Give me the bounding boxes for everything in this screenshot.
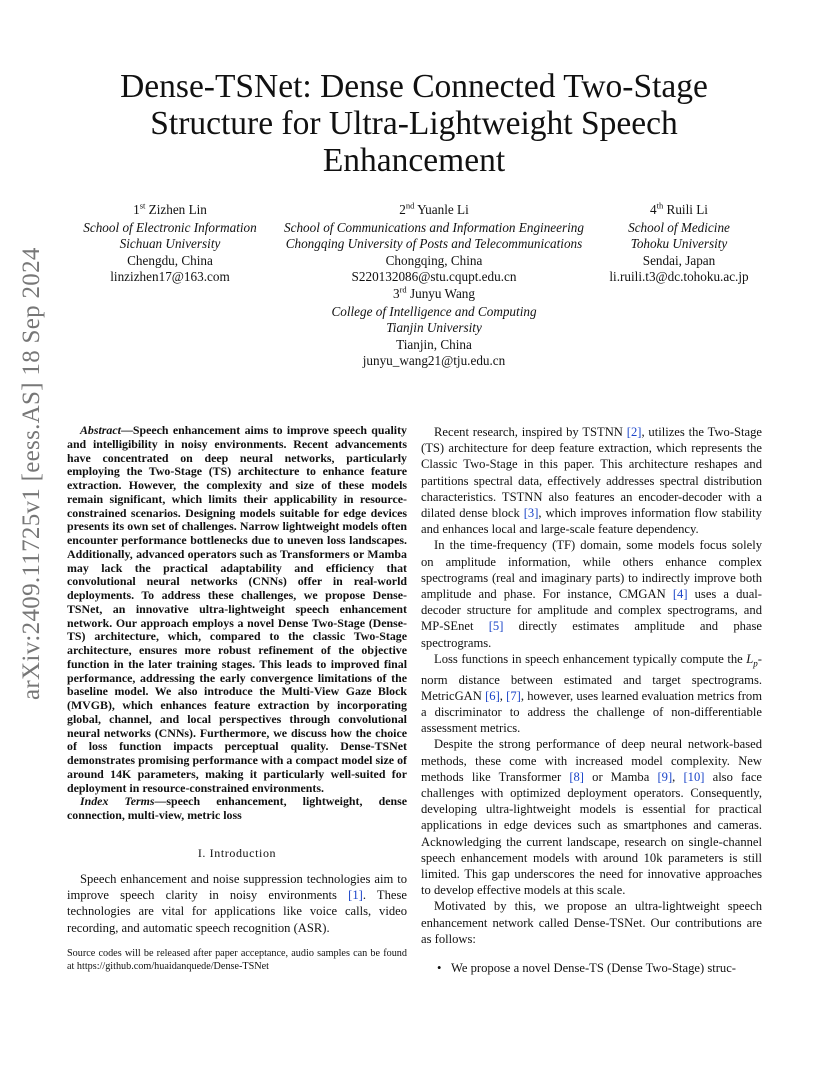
right-column: [421, 424, 762, 947]
author-school: College of Intelligence and Computing: [331, 303, 537, 319]
author-school: School of Electronic Information: [83, 219, 257, 235]
bullet-icon: •: [437, 961, 442, 975]
author-place: Chongqing, China: [385, 252, 483, 268]
citation-link[interactable]: [6]: [485, 688, 500, 703]
author-email: junyu_wang21@tju.edu.cn: [362, 353, 506, 368]
author-email: li.ruili.t3@dc.tohoku.ac.jp: [609, 269, 749, 284]
paragraph: Recent research, inspired by TSTNN [2], utilizes the Two-Stage (TS) architecture for deep feature extraction, which represents the Classic Two-Stage in this paper. This architecture reshapes and partitions spectral data, effectively addresses spectral distribution characteristics. TSTNN also features an encoder-decoder with a dilated dense block [3], which improves information flow stability and enhances local and large-scale feature dependency.: [421, 425, 762, 537]
author-block-3: [272, 286, 596, 370]
paragraph: Loss functions in speech enhancement typically compute the $L_p$-norm distance between estimated and target spectrograms. MetricGAN [6], [7], however, uses learned evaluation metrics from a discriminator to address the challenge of non-differentiable assessment metrics.: [421, 651, 763, 736]
citation-link[interactable]: [3]: [523, 506, 539, 521]
citation-link[interactable]: [5]: [488, 619, 504, 634]
arxiv-identifier: arXiv:2409.11725v1 [eess.AS] 18 Sep 2024: [18, 247, 45, 700]
author-university: Tohoku University: [630, 236, 728, 251]
author-place: Sendai, Japan: [642, 252, 716, 268]
author-email: linzizhen17@163.com: [110, 269, 230, 284]
author-name: 1st Zizhen Lin: [133, 200, 207, 217]
citation-link[interactable]: [7]: [506, 688, 521, 703]
author-place: Chengdu, China: [127, 252, 213, 268]
contribution-bullet: [421, 960, 762, 976]
author-university: Chongqing University of Posts and Telecommunications: [285, 236, 583, 251]
author-block-1: [70, 202, 270, 286]
author-school: School of Medicine: [628, 219, 730, 235]
author-name: 3rd Junyu Wang: [393, 284, 475, 301]
index-terms: Index Terms—speech enhancement, lightweight, dense connection, multi-view, metric loss: [67, 794, 407, 822]
citation-link[interactable]: [1]: [348, 888, 363, 903]
intro-paragraph: Speech enhancement and noise suppression technologies aim to improve speech clarity in noisy environments [1]. These technologies are vital for applications like voice calls, video recording, and automatic speech recognition (ASR).: [67, 871, 408, 935]
author-block-4: [598, 202, 760, 286]
author-school: School of Communications and Information Engineering: [284, 219, 584, 235]
citation-link[interactable]: [10]: [683, 769, 705, 784]
author-university: Sichuan University: [119, 236, 221, 251]
bullet-text: We propose a novel Dense-TS (Dense Two-Stage) struc-: [451, 961, 736, 975]
author-name: 2nd Yuanle Li: [399, 200, 469, 217]
section-heading: I. Introduction: [197, 845, 277, 860]
citation-link[interactable]: [9]: [657, 769, 673, 784]
author-name: 4th Ruili Li: [650, 200, 708, 217]
author-block-2: [272, 202, 596, 286]
citation-link[interactable]: [8]: [569, 769, 584, 784]
footnote: Source codes will be released after paper acceptance, audio samples can be found at https://github.com/huaidanquede/Dense-TSNet: [67, 948, 407, 972]
citation-link[interactable]: [4]: [672, 587, 688, 602]
paragraph: Motivated by this, we propose an ultra-lightweight speech enhancement network called Dense-TSNet. Our contributions are as follows:: [421, 899, 762, 946]
paper-title: Dense-TSNet: Dense Connected Two-Stage Structure for Ultra-Lightweight Speech Enhancement: [120, 68, 708, 179]
author-email: S220132086@stu.cqupt.edu.cn: [351, 269, 517, 284]
citation-link[interactable]: [2]: [626, 425, 642, 439]
paragraph: Despite the strong performance of deep neural network-based methods, these come with increased model complexity. New methods like Transformer [8] or Mamba [9], [10] also face challenges with optimized deployment operators. Consequently, developing ultra-lightweight models is essential for practical applications in edge devices such as smartphones and cameras. Acknowledging the current landscape, research on single-channel speech enhancement models with around 10k parameters is still limited. This gap underscores the need for innovative approaches to develop effective models at this scale.: [421, 737, 763, 898]
left-column: [67, 424, 407, 936]
paragraph: In the time-frequency (TF) domain, some models focus solely on amplitude information, while others enhance complex spectrograms (real and imaginary parts) to indirectly improve both amplitude and phase. For instance, CMGAN [4] uses a dual-decoder structure for amplitude and complex spectrograms, and MP-SEnet [5] directly estimates amplitude and phase spectrograms.: [421, 538, 763, 650]
abstract: Abstract—Speech enhancement aims to improve speech quality and intelligibility in noisy environments. Recent advancements have concentrated on deep neural networks, particularly employing the Two-Stage (TS) architecture to enhance feature extraction. However, the complexity and size of these models remain significant, which limits their applicability in resource-constrained scenarios. Designing models suitable for edge devices presents its own set of challenges. Narrow lightweight models often encounter performance bottlenecks due to uneven loss landscapes. Additionally, advanced operators such as Transformers or Mamba may lack the practical adaptability and efficiency that convolutional neural networks (CNNs) offer in real-world deployments. To address these challenges, we propose Dense-TSNet, an innovative ultra-lightweight speech enhancement network. Our approach employs a novel Dense Two-Stage (Dense-TS) architecture, which, compared to the classic Two-Stage architecture, ensures more robust refinement of the objective function in the later training stages. This leads to improved final performance, addressing the early convergence limitations of the baseline model. We also introduce the Multi-View Gaze Block (MVGB), which enhances feature extraction by incorporating global, channel, and local perspectives through convolutional neural networks (CNNs). Furthermore, we discuss how the choice of loss function impacts perceptual quality. Dense-TSNet demonstrates promising performance with a compact model size of around 14K parameters, making it particularly well-suited for deployment in resource-constrained environments.: [67, 423, 407, 795]
author-university: Tianjin University: [386, 320, 482, 335]
author-place: Tianjin, China: [396, 336, 472, 352]
